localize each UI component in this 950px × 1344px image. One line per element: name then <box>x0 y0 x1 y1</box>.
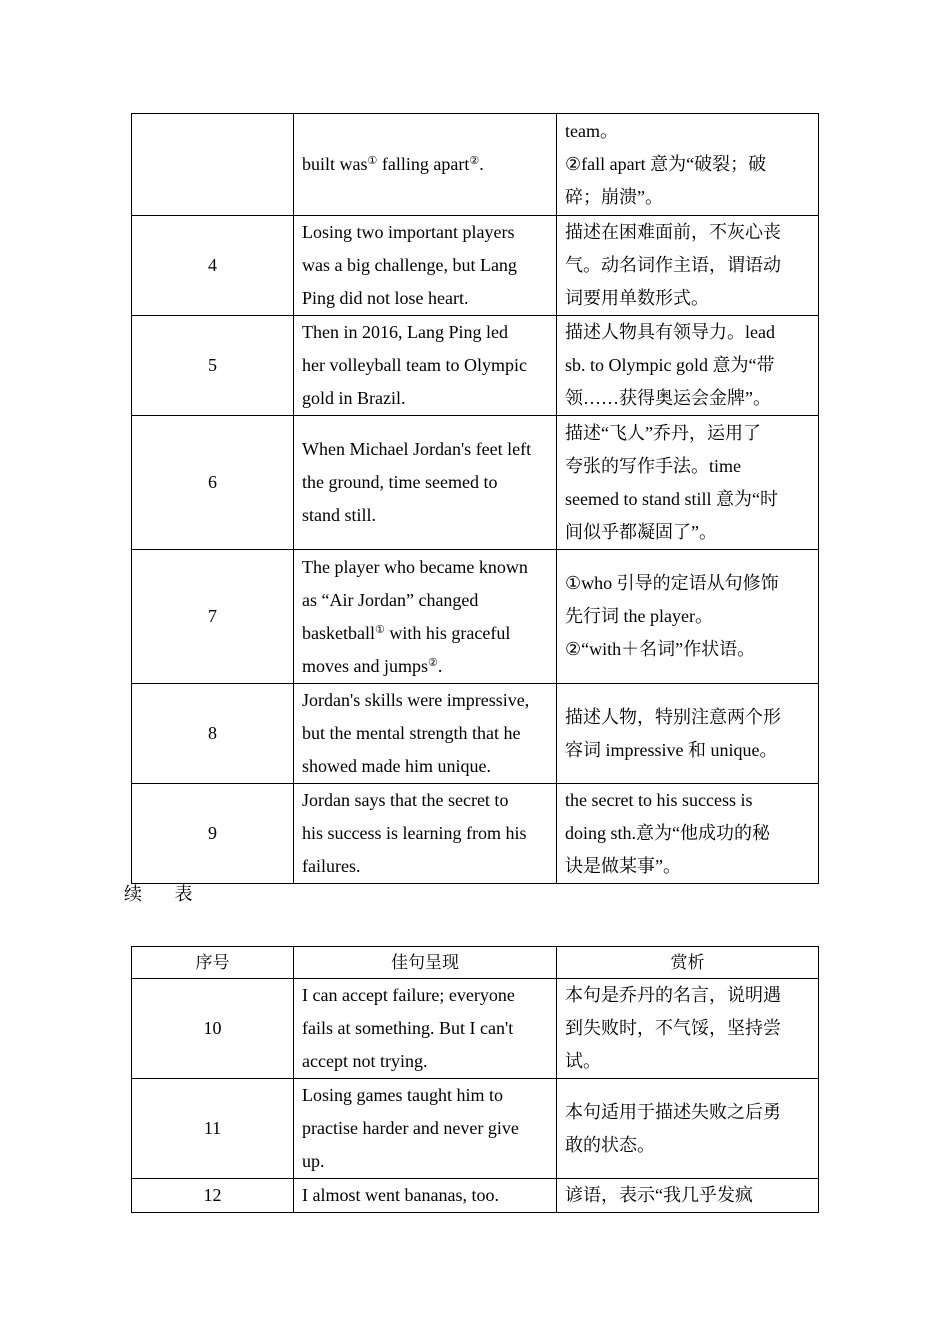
table-row <box>132 416 819 550</box>
sentence-table-1 <box>131 113 819 884</box>
analysis-cell: 谚语，表示“我几乎发疯 <box>557 1179 819 1213</box>
analysis-cell: 本句适用于描述失败之后勇 敢的状态。 <box>557 1079 819 1179</box>
analysis-cell: 描述人物具有领导力。lead sb. to Olympic gold 意为“带 领……获得奥运会金牌”。 <box>557 316 819 416</box>
header-sentence: 佳句呈现 <box>294 947 557 979</box>
table-row <box>132 979 819 1079</box>
analysis-cell: 描述人物，特别注意两个形 容词 impressive 和 unique。 <box>557 684 819 784</box>
header-analysis: 赏析 <box>557 947 819 979</box>
table-row <box>132 550 819 684</box>
sentence-cell: Losing games taught him to practise harder and never give up. <box>294 1079 557 1179</box>
table-row <box>132 784 819 884</box>
row-number: 9 <box>132 784 294 884</box>
row-number: 6 <box>132 416 294 550</box>
analysis-cell: team。 ②fall apart 意为“破裂；破 碎；崩溃”。 <box>557 114 819 216</box>
row-number: 8 <box>132 684 294 784</box>
sentence-cell: When Michael Jordan's feet left the ground, time seemed to stand still. <box>294 416 557 550</box>
sentence-table-2 <box>131 946 819 1213</box>
table-row <box>132 684 819 784</box>
sentence-cell: Losing two important players was a big challenge, but Lang Ping did not lose heart. <box>294 216 557 316</box>
sentence-cell: I can accept failure; everyone fails at something. But I can't accept not trying. <box>294 979 557 1079</box>
row-number: 5 <box>132 316 294 416</box>
sentence-cell: Jordan's skills were impressive, but the mental strength that he showed made him unique. <box>294 684 557 784</box>
table-header-row <box>132 947 819 979</box>
continued-table-label: 续 表 <box>124 884 207 904</box>
row-number: 12 <box>132 1179 294 1213</box>
sentence-cell: The player who became known as “Air Jordan” changed basketball① with his graceful moves and jumps②. <box>294 550 557 684</box>
table-row <box>132 216 819 316</box>
table-row <box>132 1079 819 1179</box>
table-row <box>132 1179 819 1213</box>
table-row <box>132 114 819 216</box>
row-number: 7 <box>132 550 294 684</box>
analysis-cell: 描述“飞人”乔丹，运用了 夸张的写作手法。time seemed to stand still 意为“时 间似乎都凝固了”。 <box>557 416 819 550</box>
analysis-cell: 本句是乔丹的名言，说明遇 到失败时，不气馁，坚持尝 试。 <box>557 979 819 1079</box>
sentence-cell: Jordan says that the secret to his success is learning from his failures. <box>294 784 557 884</box>
header-number: 序号 <box>132 947 294 979</box>
sentence-cell: I almost went bananas, too. <box>294 1179 557 1213</box>
row-number: 4 <box>132 216 294 316</box>
table-row <box>132 316 819 416</box>
row-number: 11 <box>132 1079 294 1179</box>
analysis-cell: the secret to his success is doing sth.意为“他成功的秘 诀是做某事”。 <box>557 784 819 884</box>
analysis-cell: ①who 引导的定语从句修饰 先行词 the player。 ②“with＋名词”作状语。 <box>557 550 819 684</box>
analysis-cell: 描述在困难面前，不灰心丧 气。动名词作主语，谓语动 词要用单数形式。 <box>557 216 819 316</box>
row-number: 10 <box>132 979 294 1079</box>
sentence-cell: built was① falling apart②. <box>294 114 557 216</box>
row-number <box>132 114 294 216</box>
sentence-cell: Then in 2016, Lang Ping led her volleyball team to Olympic gold in Brazil. <box>294 316 557 416</box>
